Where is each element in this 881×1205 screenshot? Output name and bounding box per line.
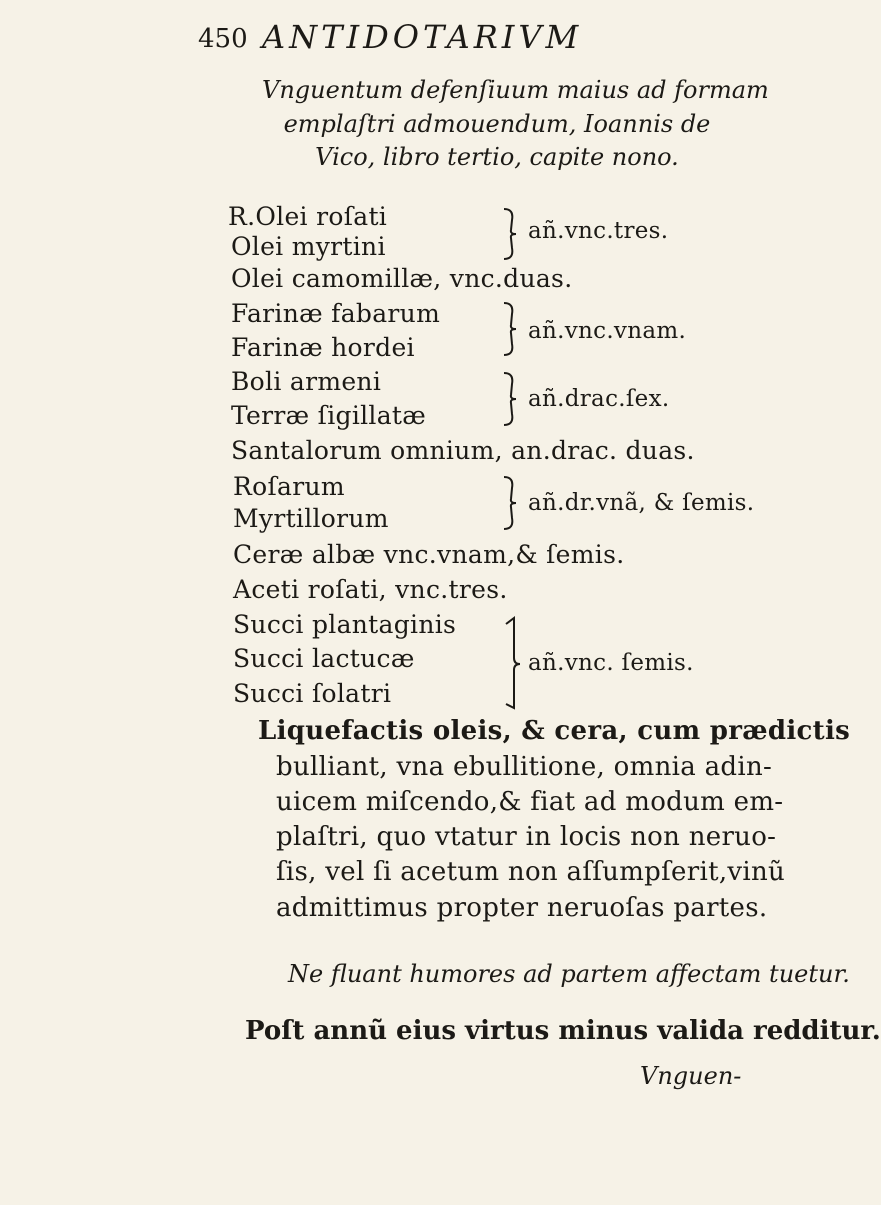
instruction-line: plaſtri, quo vtatur in locis non neruo- [276, 822, 777, 852]
ingredient-line: Aceti roſati, vnc.tres. [233, 575, 508, 604]
after-note: Poſt annũ eius virtus minus valida redditur. [245, 1016, 881, 1046]
ingredient-line: Farinæ fabarum [231, 299, 441, 328]
page-number: 450 [198, 24, 248, 54]
recipe-title-line-2: emplaſtri admouendum, Ioannis de [283, 110, 711, 138]
ingredient-line: Succi ſolatri [233, 679, 392, 708]
ingredient-line: Olei camomillæ, vnc.duas. [231, 264, 573, 293]
instruction-line: admittimus propter neruoſas partes. [276, 893, 768, 923]
ingredient-line: Roſarum [233, 472, 345, 501]
quantity-label: añ.drac.ſex. [528, 386, 670, 412]
ingredient-line: Succi lactucæ [233, 644, 415, 673]
brace-icon [500, 474, 522, 532]
brace-icon [500, 206, 522, 262]
ingredient-line: Terræ ſigillatæ [231, 401, 427, 430]
brace-icon [500, 614, 522, 714]
ingredient-line: Olei myrtini [231, 232, 386, 261]
brace-icon [500, 300, 522, 358]
quantity-label: añ.vnc.tres. [528, 218, 669, 244]
instruction-line: uicem miſcendo,& fiat ad modum em- [276, 787, 784, 817]
recipe-title-line-3: Vico, libro tertio, capite nono. [315, 143, 679, 171]
ingredient-line: Farinæ hordei [231, 333, 415, 362]
ingredient-line: Santalorum omnium, an.drac. duas. [231, 436, 695, 465]
ingredient-line: R.Olei roſati [228, 202, 388, 231]
quantity-label: añ.vnc.vnam. [528, 318, 687, 344]
instruction-line: ſis, vel ſi acetum non aſſumpſerit,vinũ [276, 857, 786, 887]
instruction-line: Liquefactis oleis, & cera, cum prædictis [258, 716, 851, 746]
quantity-label: añ.dr.vnã, & ſemis. [528, 490, 755, 516]
ingredient-line: Succi plantaginis [233, 610, 457, 639]
running-head: ANTIDOTARIVM [262, 18, 583, 56]
instruction-line: bulliant, vna ebullitione, omnia adin- [276, 752, 773, 782]
brace-icon [500, 370, 522, 428]
ingredient-line: Boli armeni [231, 367, 382, 396]
closing-note: Ne fluant humores ad partem affectam tuetur. [288, 960, 850, 988]
recipe-title-line-1: Vnguentum defenſiuum maius ad formam [262, 76, 769, 104]
catchword: Vnguen- [640, 1062, 742, 1090]
ingredient-line: Ceræ albæ vnc.vnam,& ſemis. [233, 540, 625, 569]
ingredient-line: Myrtillorum [233, 504, 389, 533]
quantity-label: añ.vnc. ſemis. [528, 650, 694, 676]
